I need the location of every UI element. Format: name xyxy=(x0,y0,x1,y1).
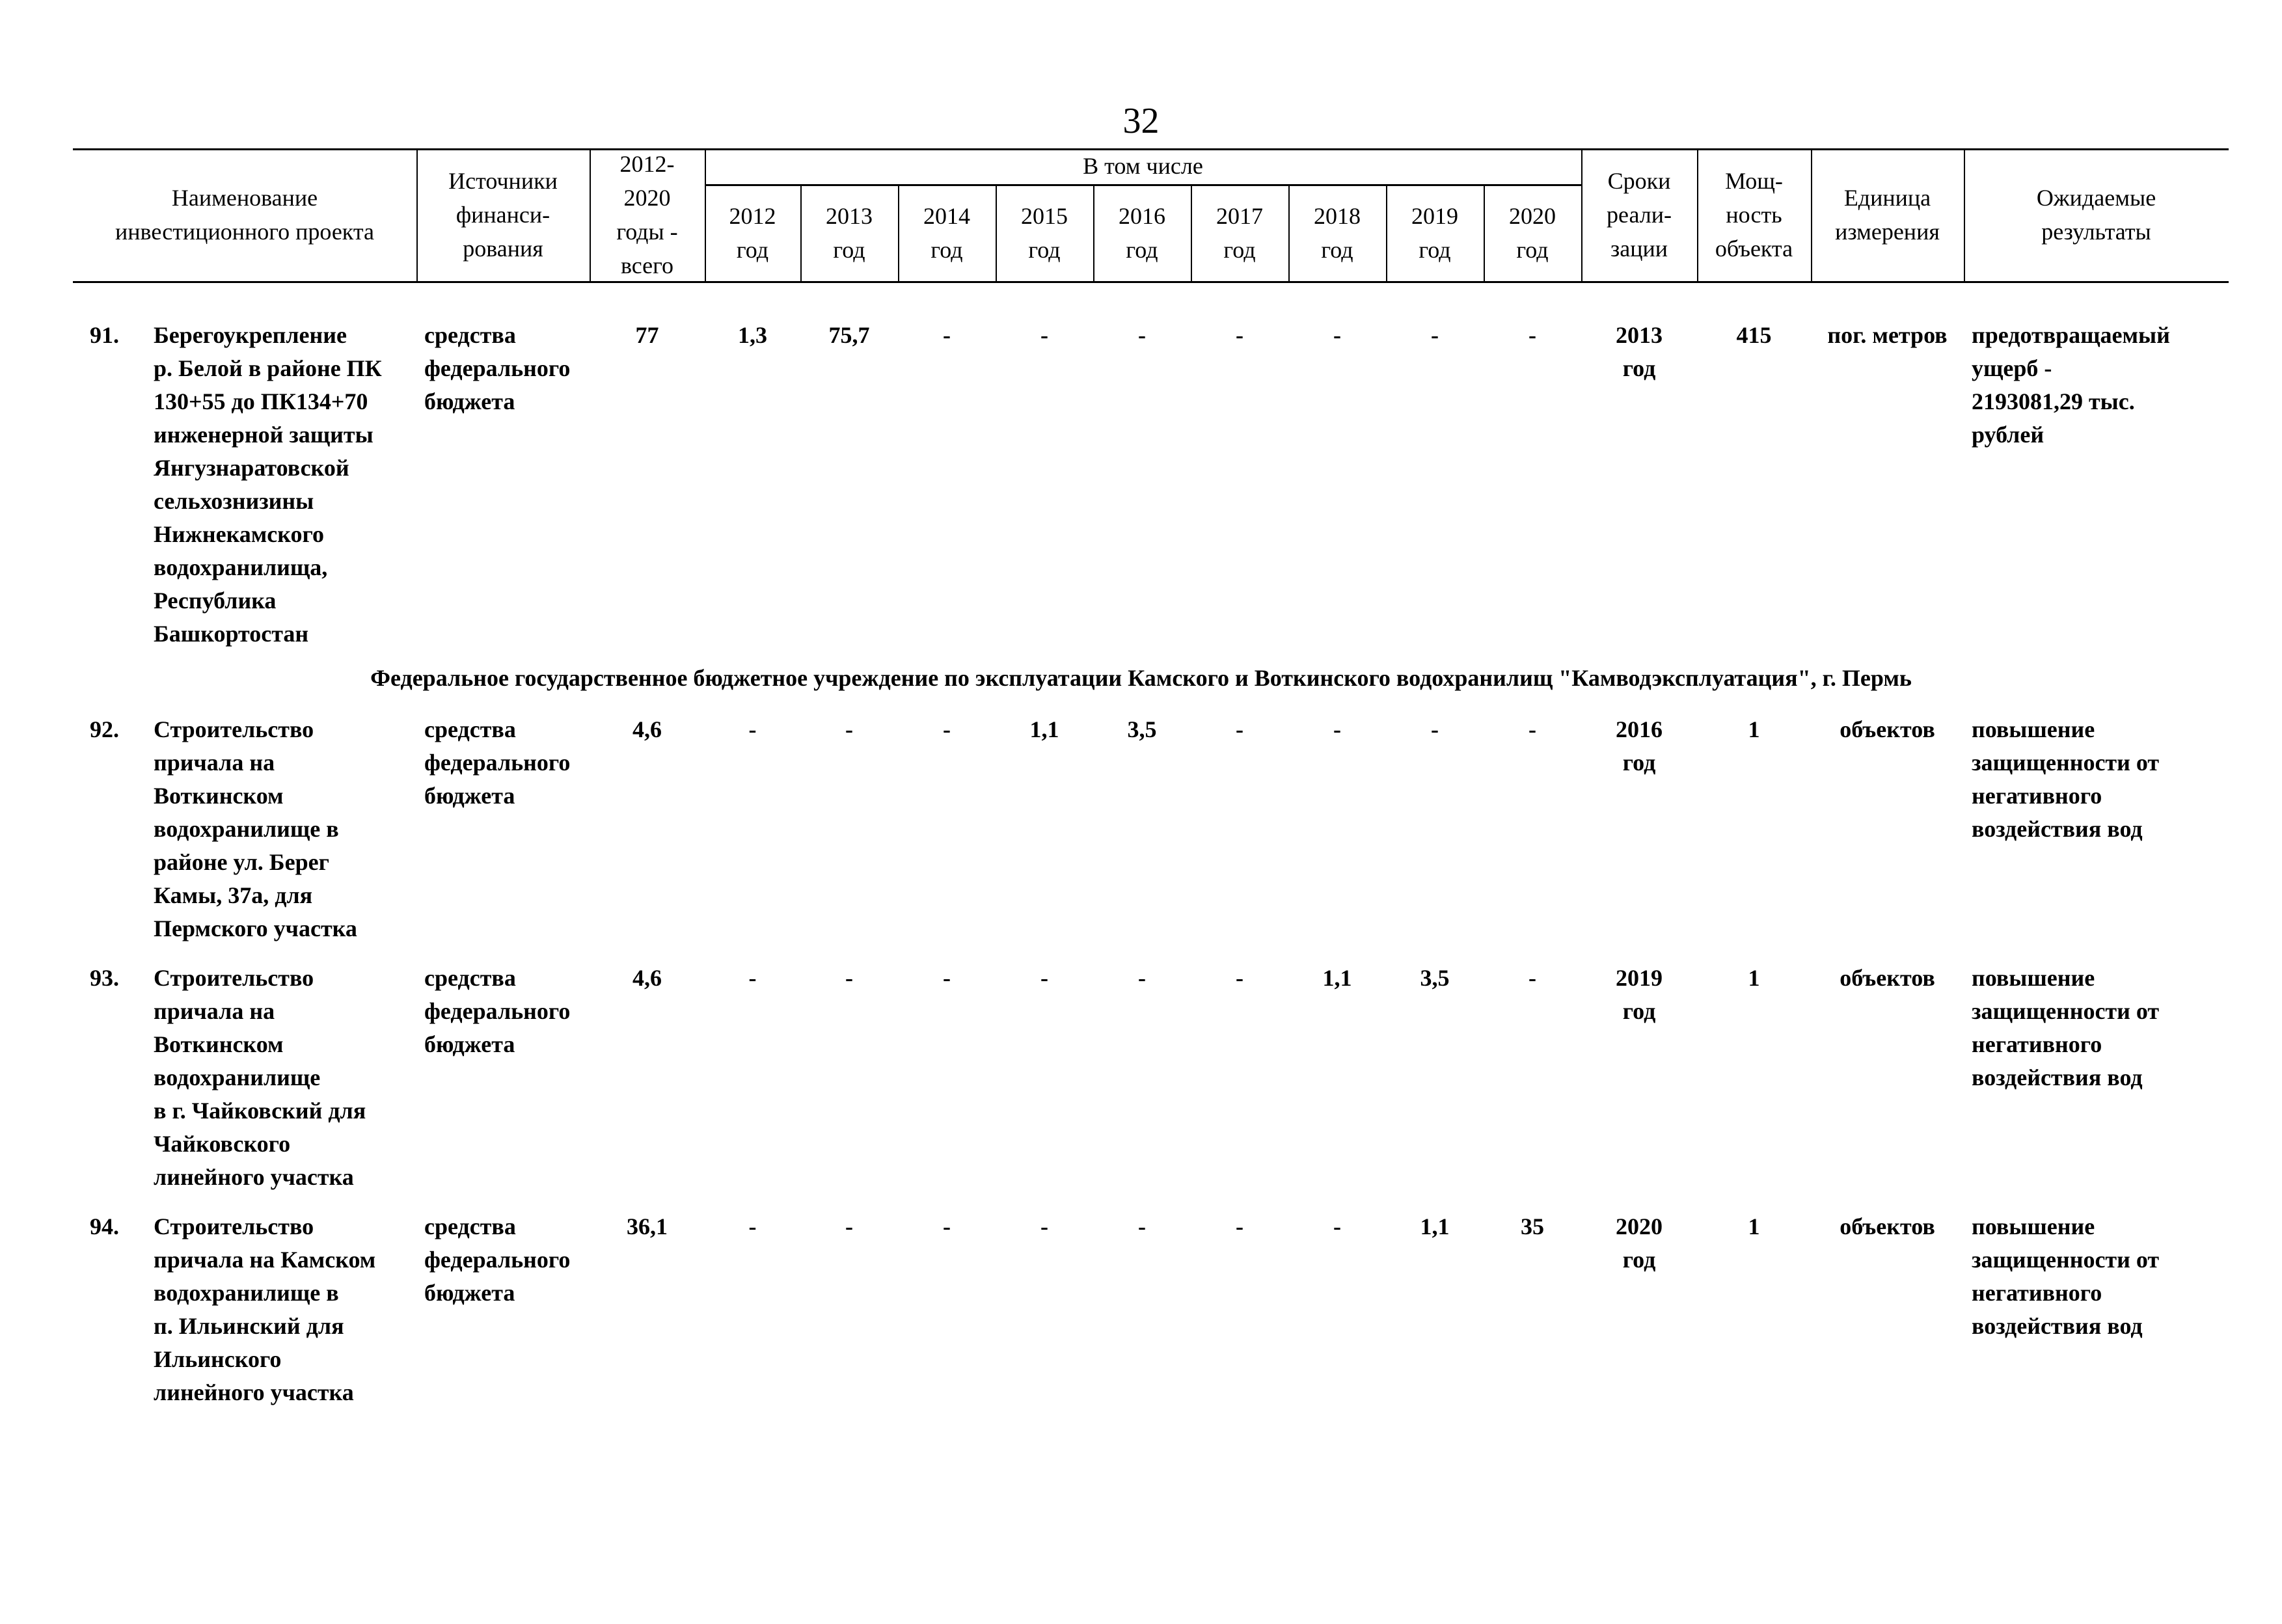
funding-source-line: федерального xyxy=(424,1247,571,1273)
total-value: 4,6 xyxy=(632,965,662,991)
header-year-2016-line: 2016 xyxy=(1119,202,1165,229)
expected-result-line: предотвращаемый xyxy=(1972,322,2170,348)
unit-value: объектов xyxy=(1840,1213,1935,1239)
funding-source-line: средства xyxy=(424,965,516,991)
unit-value: объектов xyxy=(1840,716,1935,742)
year-value-2012: 1,3 xyxy=(738,322,767,348)
project-name-line: Воткинском xyxy=(154,783,284,809)
project-name-line: Чайковского xyxy=(154,1131,291,1157)
funding-source-line: федерального xyxy=(424,750,571,776)
year-value-2012: - xyxy=(748,965,757,991)
expected-result-line: негативного xyxy=(1972,1280,2102,1306)
project-name-line: Республика xyxy=(154,588,277,614)
funding-source-line: средства xyxy=(424,322,516,348)
project-name-line: сельхознизины xyxy=(154,488,314,514)
term-line: год xyxy=(1622,998,1656,1024)
header-sources-line: Источники xyxy=(448,168,558,194)
project-name-line: водохранилище в xyxy=(154,816,339,842)
project-name-line: в г. Чайковский для xyxy=(154,1098,366,1124)
expected-result-line: повышение xyxy=(1972,965,2095,991)
header-terms-line: реали- xyxy=(1607,202,1672,228)
header-bottom-rule xyxy=(73,281,2229,283)
year-value-2013: - xyxy=(845,1213,853,1239)
year-value-2020: - xyxy=(1528,322,1536,348)
capacity-value: 1 xyxy=(1748,716,1760,742)
header-name xyxy=(73,181,416,249)
row-number: 92. xyxy=(90,716,119,742)
row-number: 94. xyxy=(90,1213,119,1239)
year-value-2020: 35 xyxy=(1521,1213,1544,1239)
expected-result-line: защищенности от xyxy=(1972,998,2160,1024)
expected-result-line: защищенности от xyxy=(1972,750,2160,776)
total-value: 77 xyxy=(635,322,659,348)
project-name-line: причала на xyxy=(154,998,275,1024)
header-name-line: инвестиционного проекта xyxy=(115,219,374,245)
project-name-line: 130+55 до ПК134+70 xyxy=(154,388,368,414)
year-value-2015: - xyxy=(1040,322,1048,348)
year-value-2017: - xyxy=(1236,716,1243,742)
header-sources-line: рования xyxy=(463,236,543,262)
project-name-line: Воткинском xyxy=(154,1031,284,1057)
year-value-2017: - xyxy=(1236,322,1243,348)
header-total-line: годы - xyxy=(616,219,678,245)
project-name-line: линейного участка xyxy=(154,1164,354,1190)
row-number: 93. xyxy=(90,965,119,991)
including-rule xyxy=(705,184,1581,186)
header-capacity xyxy=(1697,164,1811,265)
header-year-2012 xyxy=(705,199,800,267)
year-value-2018: - xyxy=(1333,322,1341,348)
header-year-2013-line: 2013 xyxy=(826,202,873,229)
project-name-line: Строительство xyxy=(154,1213,314,1239)
header-year-2017 xyxy=(1191,199,1288,267)
project-name-line: Строительство xyxy=(154,716,314,742)
project-name-line: Башкортостан xyxy=(154,621,309,647)
term-line: год xyxy=(1622,750,1656,776)
header-capacity-line: ность xyxy=(1726,202,1782,228)
year-value-2019: 1,1 xyxy=(1420,1213,1450,1239)
funding-source-line: бюджета xyxy=(424,783,515,809)
project-name-line: Камы, 37а, для xyxy=(154,882,313,908)
year-value-2017: - xyxy=(1236,965,1243,991)
header-year-2014-line: год xyxy=(930,236,963,263)
expected-result-line: повышение xyxy=(1972,716,2095,742)
year-value-2020: - xyxy=(1528,716,1536,742)
term-line: год xyxy=(1622,355,1656,381)
year-value-2019: - xyxy=(1431,716,1439,742)
header-year-2014 xyxy=(898,199,996,267)
header-terms-line: Сроки xyxy=(1607,168,1671,194)
header-year-2016 xyxy=(1093,199,1191,267)
header-year-2017-line: 2017 xyxy=(1216,202,1263,229)
year-value-2016: - xyxy=(1138,322,1146,348)
project-name-line: Пермского участка xyxy=(154,915,357,941)
year-value-2016: - xyxy=(1138,1213,1146,1239)
project-name-line: причала на Камском xyxy=(154,1247,376,1273)
header-year-2013 xyxy=(800,199,898,267)
project-name-line: Ильинского xyxy=(154,1346,282,1372)
row-number: 91. xyxy=(90,322,119,348)
term-line: 2016 xyxy=(1616,716,1663,742)
year-value-2014: - xyxy=(943,716,951,742)
header-terms xyxy=(1581,164,1697,265)
header-year-2012-line: год xyxy=(736,236,769,263)
year-value-2015: - xyxy=(1040,965,1048,991)
year-value-2013: 75,7 xyxy=(828,322,870,348)
funding-source-line: средства xyxy=(424,1213,516,1239)
header-capacity-line: объекта xyxy=(1715,236,1793,262)
header-total xyxy=(590,147,705,282)
header-total-line: 2020 xyxy=(623,185,671,211)
header-year-2019-line: 2019 xyxy=(1411,202,1458,229)
term-line: год xyxy=(1622,1247,1656,1273)
header-total-line: всего xyxy=(620,252,674,278)
total-value: 36,1 xyxy=(627,1213,668,1239)
project-name-line: водохранилище в xyxy=(154,1280,339,1306)
header-year-2020 xyxy=(1484,199,1581,267)
year-value-2019: - xyxy=(1431,322,1439,348)
header-name-line: Наименование xyxy=(171,185,318,211)
year-value-2012: - xyxy=(748,1213,757,1239)
term-line: 2020 xyxy=(1616,1213,1663,1239)
unit-value: пог. метров xyxy=(1827,322,1948,348)
year-value-2016: - xyxy=(1138,965,1146,991)
capacity-value: 1 xyxy=(1748,965,1760,991)
expected-result-line: рублей xyxy=(1972,422,2044,448)
funding-source-line: федерального xyxy=(424,355,571,381)
header-results-line: Ожидаемые xyxy=(2036,185,2156,211)
header-results-line: результаты xyxy=(2041,219,2151,245)
year-value-2017: - xyxy=(1236,1213,1243,1239)
expected-result-line: защищенности от xyxy=(1972,1247,2160,1273)
term-line: 2019 xyxy=(1616,965,1663,991)
header-year-2019-line: год xyxy=(1419,236,1451,263)
header-terms-line: зации xyxy=(1610,236,1668,262)
year-value-2020: - xyxy=(1528,965,1536,991)
year-value-2012: - xyxy=(748,716,757,742)
header-unit-line: Единица xyxy=(1843,185,1931,211)
header-total-line: 2012- xyxy=(619,151,675,177)
funding-source-line: федерального xyxy=(424,998,571,1024)
project-name-line: Нижнекамского xyxy=(154,521,324,547)
header-year-2015-line: год xyxy=(1028,236,1061,263)
capacity-value: 415 xyxy=(1736,322,1772,348)
project-name-line: Берегоукрепление xyxy=(154,322,347,348)
year-value-2014: - xyxy=(943,965,951,991)
header-sources xyxy=(416,164,590,265)
header-year-2020-line: 2020 xyxy=(1509,202,1556,229)
expected-result-line: негативного xyxy=(1972,1031,2102,1057)
capacity-value: 1 xyxy=(1748,1213,1760,1239)
header-year-2014-line: 2014 xyxy=(923,202,970,229)
header-unit-line: измерения xyxy=(1835,219,1940,245)
header-year-2016-line: год xyxy=(1126,236,1158,263)
year-value-2018: - xyxy=(1333,1213,1341,1239)
funding-source-line: бюджета xyxy=(424,1280,515,1306)
expected-result-line: воздействия вод xyxy=(1972,1064,2143,1090)
project-name-line: линейного участка xyxy=(154,1379,354,1405)
project-name-line: инженерной защиты xyxy=(154,422,374,448)
funding-source-line: средства xyxy=(424,716,516,742)
header-year-2013-line: год xyxy=(833,236,865,263)
project-name-line: Строительство xyxy=(154,965,314,991)
header-year-2019 xyxy=(1386,199,1484,267)
header-unit xyxy=(1811,181,1964,249)
expected-result-line: повышение xyxy=(1972,1213,2095,1239)
year-value-2014: - xyxy=(943,1213,951,1239)
year-value-2015: 1,1 xyxy=(1029,716,1059,742)
term-line: 2013 xyxy=(1616,322,1663,348)
project-name-line: водохранилище xyxy=(154,1064,321,1090)
header-year-2015-line: 2015 xyxy=(1021,202,1068,229)
project-name-line: р. Белой в районе ПК xyxy=(154,355,382,381)
header-including: В том числе xyxy=(1083,153,1203,179)
year-value-2016: 3,5 xyxy=(1127,716,1157,742)
header-results xyxy=(1964,181,2229,249)
section-title: Федеральное государственное бюджетное учреждение по эксплуатации Камского и Воткинского водохранилищ "Камводэксплуатация", г. Пермь xyxy=(370,665,1912,691)
year-value-2013: - xyxy=(845,965,853,991)
expected-result-line: негативного xyxy=(1972,783,2102,809)
project-name-line: районе ул. Берег xyxy=(154,849,329,875)
header-year-2018-line: 2018 xyxy=(1314,202,1361,229)
year-value-2019: 3,5 xyxy=(1420,965,1450,991)
year-value-2018: 1,1 xyxy=(1322,965,1352,991)
header-year-2017-line: год xyxy=(1223,236,1256,263)
header-year-2018-line: год xyxy=(1321,236,1353,263)
expected-result-line: ущерб - xyxy=(1972,355,2052,381)
project-name-line: причала на xyxy=(154,750,275,776)
unit-value: объектов xyxy=(1840,965,1935,991)
expected-result-line: 2193081,29 тыс. xyxy=(1972,388,2135,414)
header-year-2020-line: год xyxy=(1516,236,1549,263)
funding-source-line: бюджета xyxy=(424,388,515,414)
expected-result-line: воздействия вод xyxy=(1972,816,2143,842)
header-year-2015 xyxy=(996,199,1093,267)
header-year-2018 xyxy=(1288,199,1386,267)
project-name-line: п. Ильинский для xyxy=(154,1313,344,1339)
year-value-2014: - xyxy=(943,322,951,348)
page-number: 32 xyxy=(1122,101,1160,141)
header-capacity-line: Мощ- xyxy=(1725,168,1783,194)
total-value: 4,6 xyxy=(632,716,662,742)
year-value-2015: - xyxy=(1040,1213,1048,1239)
project-name-line: водохранилища, xyxy=(154,554,328,580)
header-year-2012-line: 2012 xyxy=(729,202,776,229)
expected-result-line: воздействия вод xyxy=(1972,1313,2143,1339)
header-sources-line: финанси- xyxy=(455,202,550,228)
year-value-2013: - xyxy=(845,716,853,742)
project-name-line: Янгузнаратовской xyxy=(154,455,349,481)
funding-source-line: бюджета xyxy=(424,1031,515,1057)
year-value-2018: - xyxy=(1333,716,1341,742)
